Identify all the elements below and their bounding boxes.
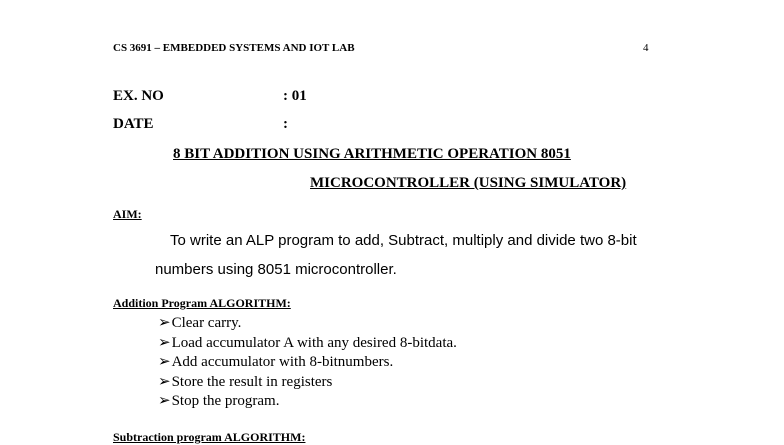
aim-text-line-2: numbers using 8051 microcontroller. bbox=[155, 261, 397, 278]
list-item bbox=[158, 372, 457, 392]
arrow-bullet-icon: ➢ bbox=[158, 315, 171, 331]
list-item bbox=[158, 391, 457, 411]
step-text: Add accumulator with 8-bitnumbers. bbox=[171, 354, 394, 370]
list-item bbox=[158, 352, 457, 372]
arrow-bullet-icon: ➢ bbox=[158, 354, 171, 370]
arrow-bullet-icon: ➢ bbox=[158, 393, 171, 409]
addition-algorithm-heading: Addition Program ALGORITHM: bbox=[113, 296, 291, 310]
ex-no-value: : 01 bbox=[283, 88, 307, 104]
addition-steps-list bbox=[158, 313, 457, 411]
title-line-2: MICROCONTROLLER (USING SIMULATOR) bbox=[310, 175, 627, 191]
arrow-bullet-icon: ➢ bbox=[158, 373, 171, 390]
step-text: Load accumulator A with any desired 8-bitdata. bbox=[171, 334, 457, 351]
list-item bbox=[158, 313, 457, 333]
subtraction-algorithm-heading: Subtraction program ALGORITHM: bbox=[113, 430, 306, 444]
date-value: : bbox=[283, 116, 288, 132]
date-label: DATE bbox=[113, 116, 154, 132]
course-header: CS 3691 – EMBEDDED SYSTEMS AND IOT LAB bbox=[113, 42, 355, 54]
aim-heading: AIM: bbox=[113, 207, 142, 221]
step-text: Stop the program. bbox=[171, 393, 280, 409]
page-number: 4 bbox=[643, 42, 649, 54]
ex-no-label: EX. NO bbox=[113, 88, 164, 104]
list-item bbox=[158, 333, 457, 353]
step-text: Clear carry. bbox=[171, 315, 242, 331]
title-line-1: 8 BIT ADDITION USING ARITHMETIC OPERATION 8051 bbox=[173, 146, 571, 162]
step-text: Store the result in registers bbox=[171, 373, 333, 390]
arrow-bullet-icon: ➢ bbox=[158, 334, 171, 351]
aim-text-line-1: To write an ALP program to add, Subtract, multiply and divide two 8-bit bbox=[170, 232, 637, 249]
